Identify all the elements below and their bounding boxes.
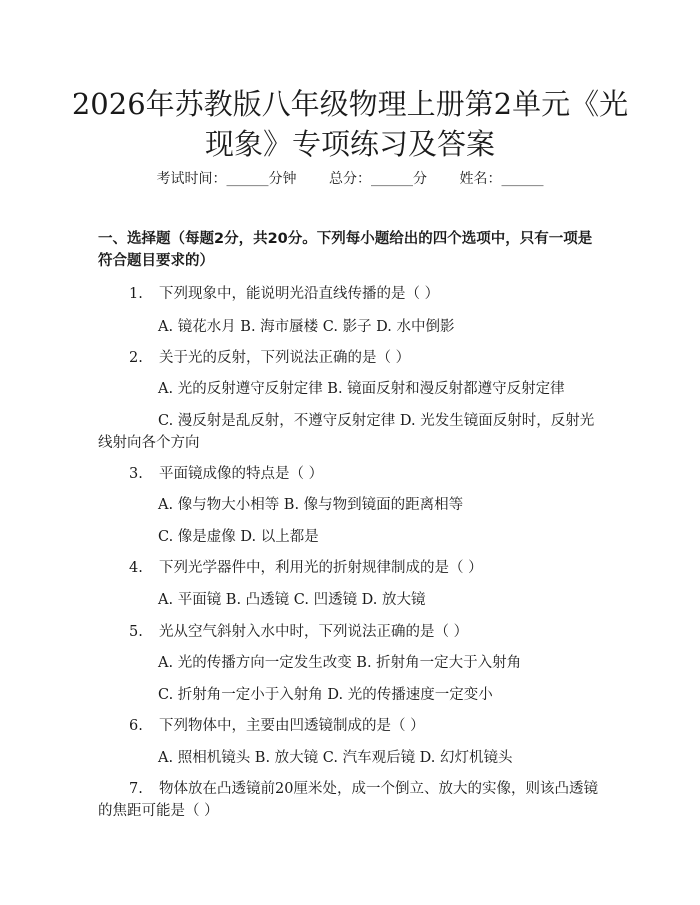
exam-time: 考试时间：______分钟 bbox=[156, 171, 297, 187]
question-number: 7. bbox=[129, 781, 143, 797]
question-number: 2. bbox=[129, 350, 143, 366]
question-text: 下列物体中，主要由凹透镜制成的是（ ） bbox=[159, 718, 425, 734]
question-number: 3. bbox=[129, 466, 143, 482]
question-text: 物体放在凸透镜前20厘米处，成一个倒立、放大的实像，则该凸透镜的焦距可能是（ ） bbox=[98, 781, 598, 819]
question-2-options-1: A. 光的反射遵守反射定律 B. 镜面反射和漫反射都遵守反射定律 bbox=[158, 381, 565, 397]
exam-info bbox=[0, 168, 700, 188]
question-2 bbox=[98, 347, 598, 369]
page-title bbox=[60, 84, 640, 164]
question-3 bbox=[98, 463, 598, 485]
question-3-options-2: C. 像是虚像 D. 以上都是 bbox=[158, 529, 319, 545]
question-text: 光从空气斜射入水中时，下列说法正确的是（ ） bbox=[159, 624, 469, 640]
total-score: 总分：______分 bbox=[329, 171, 427, 187]
question-text: 平面镜成像的特点是（ ） bbox=[159, 466, 324, 482]
question-6-options-1: A. 照相机镜头 B. 放大镜 C. 汽车观后镜 D. 幻灯机镜头 bbox=[158, 750, 513, 766]
question-3-options-1: A. 像与物大小相等 B. 像与物到镜面的距离相等 bbox=[158, 497, 464, 513]
question-6 bbox=[98, 715, 598, 737]
question-text: 关于光的反射，下列说法正确的是（ ） bbox=[159, 350, 411, 366]
section-heading: 一、选择题（每题2分，共20分。下列每小题给出的四个选项中，只有一项是符合题目要求的） bbox=[98, 231, 593, 269]
question-text: 下列现象中，能说明光沿直线传播的是（ ） bbox=[159, 286, 440, 302]
question-5-options-1: A. 光的传播方向一定发生改变 B. 折射角一定大于入射角 bbox=[158, 655, 522, 671]
question-1 bbox=[98, 283, 598, 305]
question-number: 5. bbox=[129, 624, 143, 640]
question-text: 下列光学器件中，利用光的折射规律制成的是（ ） bbox=[159, 560, 483, 576]
title-line-1: 2026年苏教版八年级物理上册第2单元《光 bbox=[71, 87, 629, 121]
title-line-2: 现象》专项练习及答案 bbox=[204, 127, 495, 161]
question-number: 6. bbox=[129, 718, 143, 734]
question-7 bbox=[98, 778, 598, 822]
question-number: 4. bbox=[129, 560, 143, 576]
question-number: 1. bbox=[129, 286, 143, 302]
question-4 bbox=[98, 557, 598, 579]
question-2-options-2: C. 漫反射是乱反射，不遵守反射定律 D. 光发生镜面反射时，反射光线射向各个方向 bbox=[98, 413, 595, 451]
student-name: 姓名：______ bbox=[459, 171, 544, 187]
question-4-options-1: A. 平面镜 B. 凸透镜 C. 凹透镜 D. 放大镜 bbox=[158, 592, 426, 608]
question-5-options-2: C. 折射角一定小于入射角 D. 光的传播速度一定变小 bbox=[158, 687, 493, 703]
question-5 bbox=[98, 621, 598, 643]
question-1-options-1: A. 镜花水月 B. 海市蜃楼 C. 影子 D. 水中倒影 bbox=[158, 319, 455, 335]
